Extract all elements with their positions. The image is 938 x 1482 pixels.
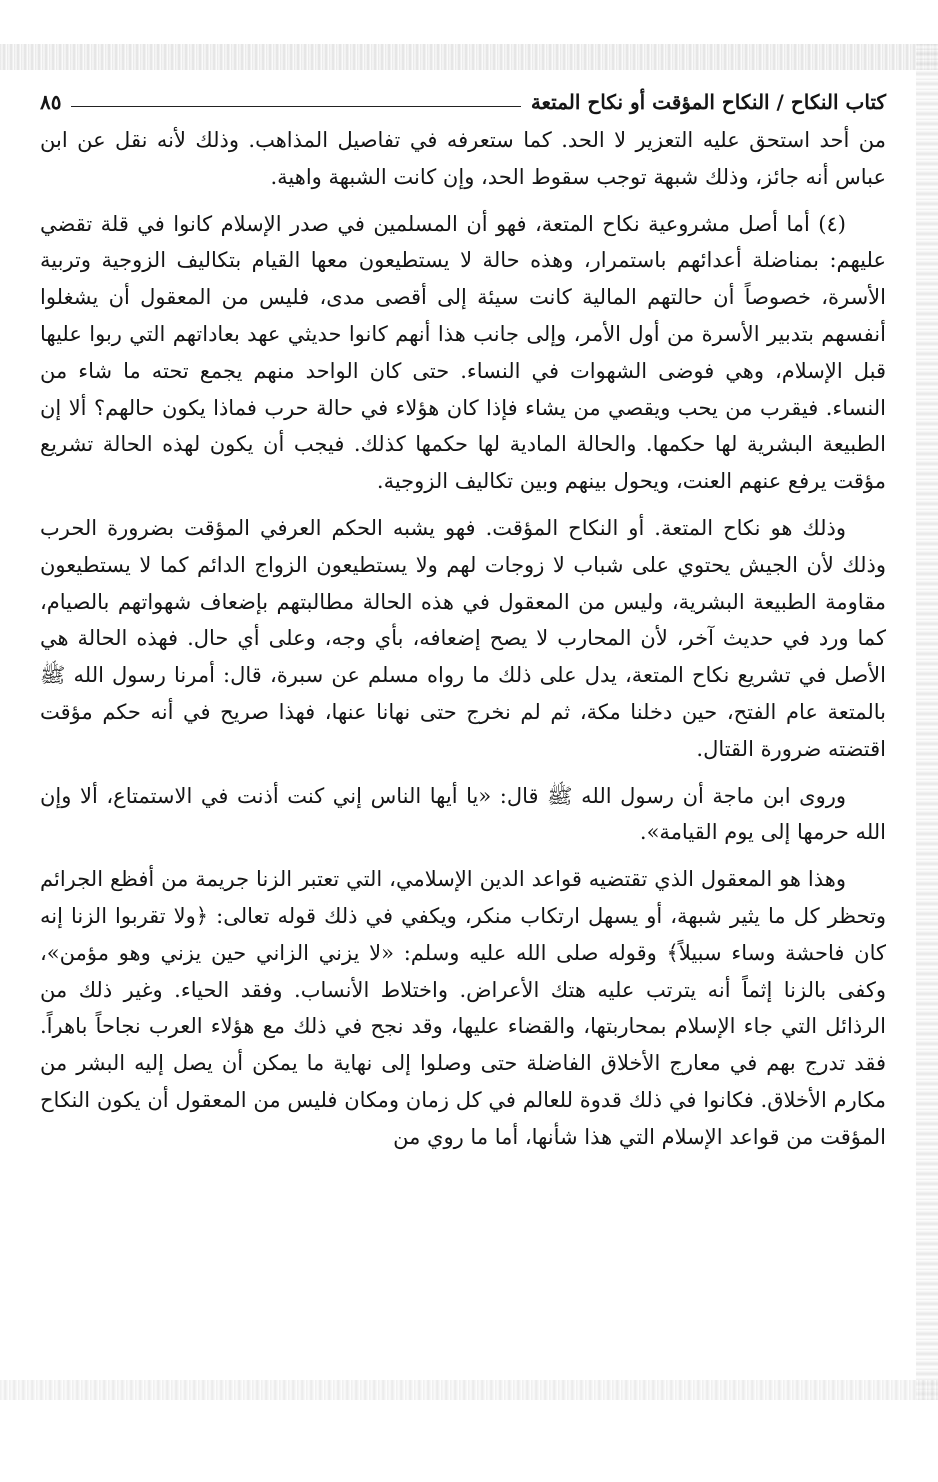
scan-edge-right bbox=[916, 44, 938, 1400]
scan-edge-bottom bbox=[0, 1380, 938, 1400]
header-rule bbox=[71, 106, 520, 107]
document-page bbox=[40, 78, 886, 1166]
running-header bbox=[40, 78, 886, 114]
scan-edge-top bbox=[0, 44, 938, 70]
paragraph-temporary-marriage: وذلك هو نكاح المتعة. أو النكاح المؤقت. فهو يشبه الحكم العرفي المؤقت بضرورة الحرب وذلك لأن الجيش يحتوي على شباب لا زوجات لهم ولا يستطيعون الزواج الدائم كما لا يستطيعون مقاومة الطبيعة البشرية، وليس من المعقول في هذه الحالة مطالبتهم بإضعاف شهواتهم بالصيام، كما ورد في حديث آخر، لأن المحارب لا يصح إضعافه، بأي وجه، وعلى أي حال. فهذه الحالة هي الأصل في تشريع نكاح المتعة، يدل على ذلك ما رواه مسلم عن سبرة، قال: أمرنا رسول الله ﷺ بالمتعة عام الفتح، حين دخلنا مكة، ثم لم نخرج حتى نهانا عنها، فهذا صريح في أنه حكم مؤقت اقتضته ضرورة القتال. bbox=[40, 515, 886, 761]
body-text bbox=[40, 122, 886, 1156]
paragraph-continuation: من أحد استحق عليه التعزير لا الحد. كما ستعرفه في تفاصيل المذاهب. وذلك لأنه نقل عن ابن عباس أنه جائز، وذلك شبهة توجب سقوط الحد، وإن كانت الشبهة واهية. bbox=[40, 128, 886, 189]
paragraph-islamic-principles: وهذا هو المعقول الذي تقتضيه قواعد الدين الإسلامي، التي تعتبر الزنا جريمة من أفظع الجرائم وتحظر كل ما يثير شبهة، أو يسهل ارتكاب منكر، ويكفي في ذلك قوله تعالى: ﴿ولا تقربوا الزنا إنه كان فاحشة وساء سبيلاً﴾ وقوله صلى الله عليه وسلم: «لا يزني الزاني حين يزني وهو مؤمن»، وكفى بالزنا إثماً أنه يترتب عليه هتك الأعراض. واختلاط الأنساب. وفقد الحياء. وغير ذلك من الرذائل التي جاء الإسلام بمحاربتها، والقضاء عليها، وقد نجح في ذلك مع هؤلاء العرب نجاحاً باهراً. فقد تدرج بهم في معارج الأخلاق الفاضلة حتى وصلوا إلى نهاية ما يمكن أن يصل إليه البشر من مكارم الأخلاق. فكانوا في ذلك قدوة للعالم في كل زمان ومكان فليس من المعقول أن يكون النكاح المؤقت من قواعد الإسلام التي هذا شأنها، أما ما روي من bbox=[40, 867, 886, 1149]
page-number: ٨٥ bbox=[40, 90, 62, 114]
running-header-title: كتاب النكاح / النكاح المؤقت أو نكاح المتعة bbox=[530, 90, 886, 114]
paragraph-origin-of-mutah: (٤) أما أصل مشروعية نكاح المتعة، فهو أن المسلمين في صدر الإسلام كانوا في قلة تقضي عليهم: بمناضلة أعدائهم باستمرار، وهذه حالة لا يستطيعون معها القيام بتكاليف الزوجية وتربية الأسرة، خصوصاً أن حالتهم المالية كانت سيئة إلى أقصى مدى، فليس من المعقول أن يشغلوا أنفسهم بتدبير الأسرة من أول الأمر، وإلى جانب هذا أنهم كانوا حديثي عهد بعاداتهم التي ربوا عليها قبل الإسلام، وهي فوضى الشهوات في النساء. حتى كان الواحد منهم يجمع تحته ما شاء من النساء. فيقرب من يحب ويقصي من يشاء فإذا كان هؤلاء في حالة حرب فماذا يكون حالهم؟ ألا إن الطبيعة البشرية لها حكمها. والحالة المادية لها حكمها كذلك. فيجب أن يكون لهذه الحالة تشريع مؤقت يرفع عنهم العنت، ويحول بينهم وبين تكاليف الزوجية. bbox=[40, 211, 886, 494]
paragraph-ibn-majah-narration: وروى ابن ماجة أن رسول الله ﷺ قال: «يا أيها الناس إني كنت أذنت في الاستمتاع، ألا وإن الله حرمها إلى يوم القيامة». bbox=[40, 783, 886, 845]
